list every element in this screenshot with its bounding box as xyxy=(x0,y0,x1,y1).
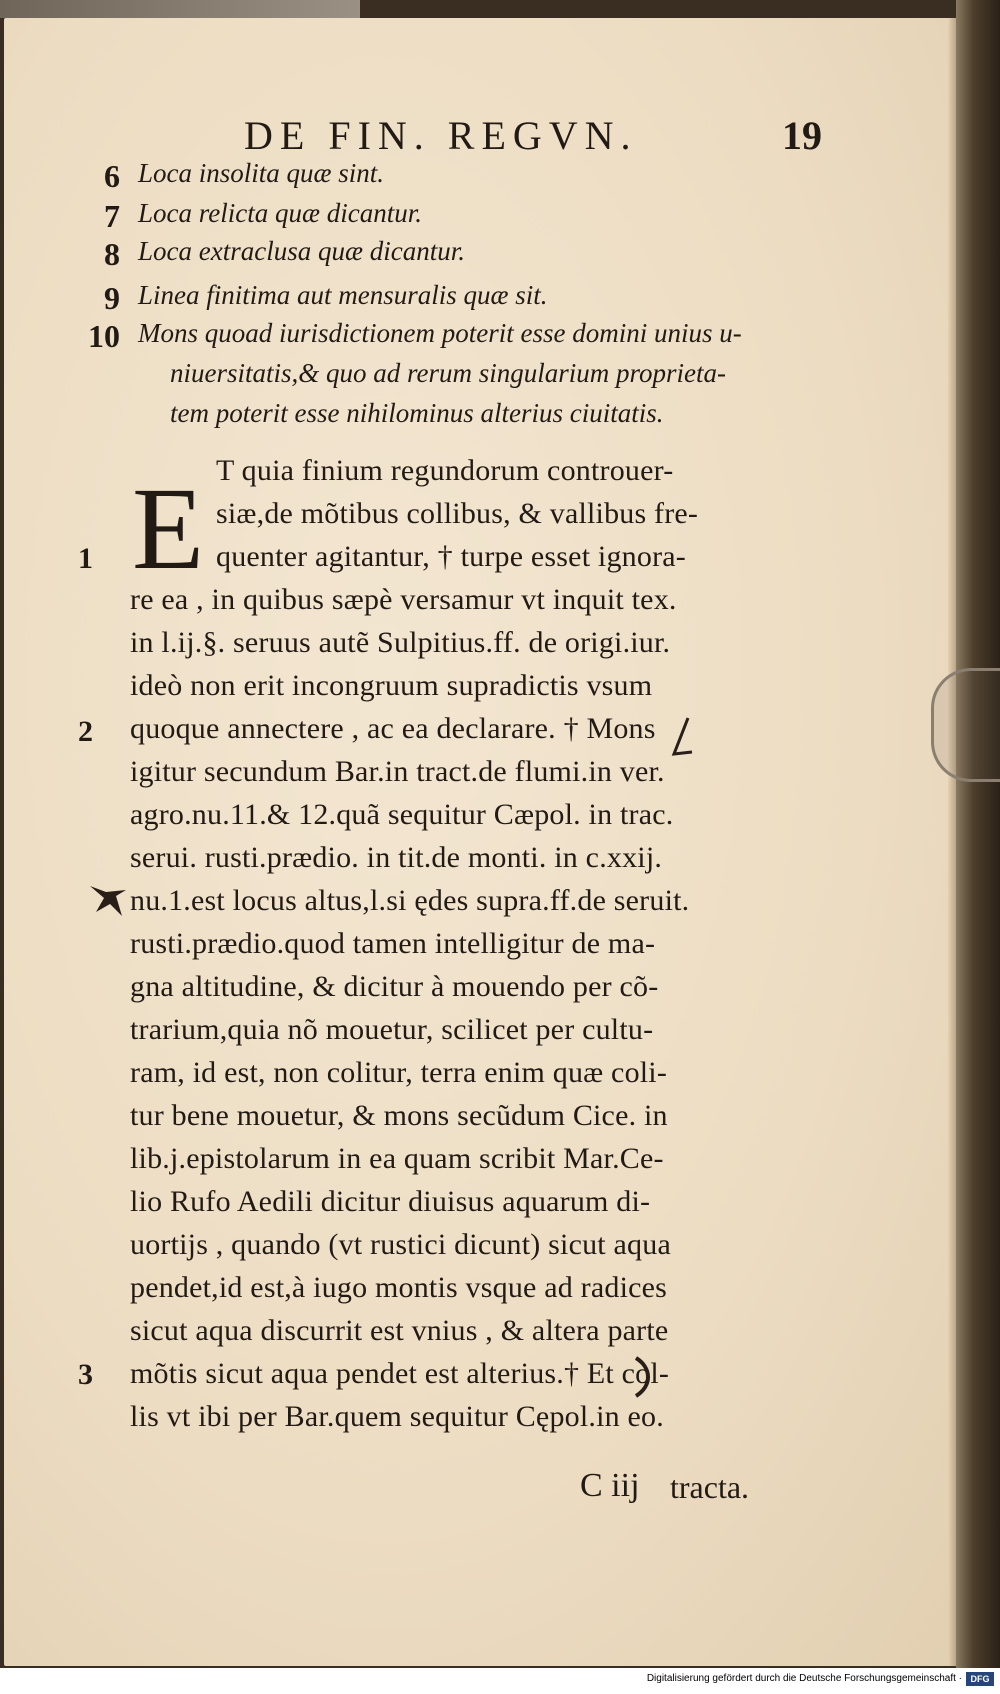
summary-item xyxy=(4,158,904,198)
body-line: agro.nu.11.& 12.quã sequitur Cæpol. in trac. xyxy=(130,798,674,831)
drop-capital: E xyxy=(132,463,205,594)
summary-number: 10 xyxy=(88,318,120,354)
summary-text: Loca insolita quæ sint. xyxy=(138,158,385,188)
book-clasp xyxy=(931,668,1000,782)
summary-text: Loca extraclusa quæ dicantur. xyxy=(138,236,465,266)
summary-continuation: niuersitatis,& quo ad rerum singularium proprieta- xyxy=(170,358,727,388)
body-line: uortijs , quando (vt rustici dicunt) sicut aqua xyxy=(130,1228,671,1261)
summary-text: Linea finitima aut mensuralis quæ sit. xyxy=(138,280,548,310)
scan-top-strip xyxy=(0,0,360,18)
summary-text: Mons quoad iurisdictionem poterit esse domini unius u- xyxy=(138,318,742,348)
footer-bar xyxy=(0,1668,1000,1694)
signature-mark: C iij xyxy=(580,1467,640,1504)
summary-item xyxy=(4,236,904,276)
book-page xyxy=(4,18,956,1666)
body-line: quoque annectere , ac ea declarare. † Mons xyxy=(130,712,656,745)
handwritten-bracket-icon xyxy=(630,1354,656,1400)
body-line: mõtis sicut aqua pendet est alterius.† Et col- xyxy=(130,1357,670,1390)
body-line: ram, id est, non colitur, terra enim quæ coli- xyxy=(130,1056,668,1089)
body-line: gna altitudine, & dicitur à mouendo per cõ- xyxy=(130,970,659,1003)
body-line: tur bene mouetur, & mons secũdum Cice. in xyxy=(130,1099,668,1132)
body-line: rusti.prædio.quod tamen intelligitur de ma- xyxy=(130,927,656,960)
summary-number: 9 xyxy=(104,280,120,316)
body-line: quenter agitantur, † turpe esset ignora- xyxy=(216,540,686,573)
page-edge-shadow xyxy=(956,0,1000,1668)
summary-item xyxy=(4,318,904,358)
folio-number: 19 xyxy=(782,113,822,158)
summary-continuation: tem poterit esse nihilominus alterius ciuitatis. xyxy=(170,398,664,428)
body-line: re ea , in quibus sæpè versamur vt inquit tex. xyxy=(130,583,677,616)
summary-number: 8 xyxy=(104,236,120,272)
page-edge-highlight xyxy=(948,18,956,1666)
body-line: pendet,id est,à iugo montis vsque ad radices xyxy=(130,1271,668,1304)
margin-note-number: 3 xyxy=(78,1358,93,1391)
body-line: igitur secundum Bar.in tract.de flumi.in ver. xyxy=(130,755,665,788)
body-line: lis vt ibi per Bar.quem sequitur Cępol.in eo. xyxy=(130,1400,664,1433)
summary-number: 7 xyxy=(104,198,120,234)
summary-text: Loca relicta quæ dicantur. xyxy=(138,198,422,228)
margin-note-number: 1 xyxy=(78,542,93,575)
body-line: siæ,de mõtibus collibus, & vallibus fre- xyxy=(216,497,699,530)
catchword: tracta. xyxy=(670,1469,750,1505)
body-line: lib.j.epistolarum in ea quam scribit Mar.Ce- xyxy=(130,1142,664,1175)
dfg-logo-icon: DFG xyxy=(966,1672,994,1686)
margin-note-number: 2 xyxy=(78,715,93,748)
summary-item xyxy=(4,280,904,320)
body-line: lio Rufo Aedili dicitur diuisus aquarum di- xyxy=(130,1185,651,1218)
body-line: ideò non erit incongruum supradictis vsum xyxy=(130,669,653,702)
summary-item xyxy=(4,198,904,238)
body-line: in l.ij.§. seruus autẽ Sulpitius.ff. de origi.iur. xyxy=(130,626,671,659)
body-line: nu.1.est locus altus,l.si ędes supra.ff.de seruit. xyxy=(130,884,690,917)
manicule-icon xyxy=(86,876,130,920)
body-line: serui. rusti.prædio. in tit.de monti. in c.xxij. xyxy=(130,841,663,874)
body-line: sicut aqua discurrit est vnius , & altera parte xyxy=(130,1314,669,1347)
body-line: T quia finium regundorum controuer- xyxy=(216,454,674,487)
summary-number: 6 xyxy=(104,158,120,194)
handwritten-bracket-icon xyxy=(666,714,696,758)
body-line: trarium,quia nõ mouetur, scilicet per cultu- xyxy=(130,1013,654,1046)
funding-credit: Digitalisierung gefördert durch die Deutsche Forschungsgemeinschaft · xyxy=(646,1673,962,1684)
running-head: DE FIN. REGVN. xyxy=(244,113,638,158)
